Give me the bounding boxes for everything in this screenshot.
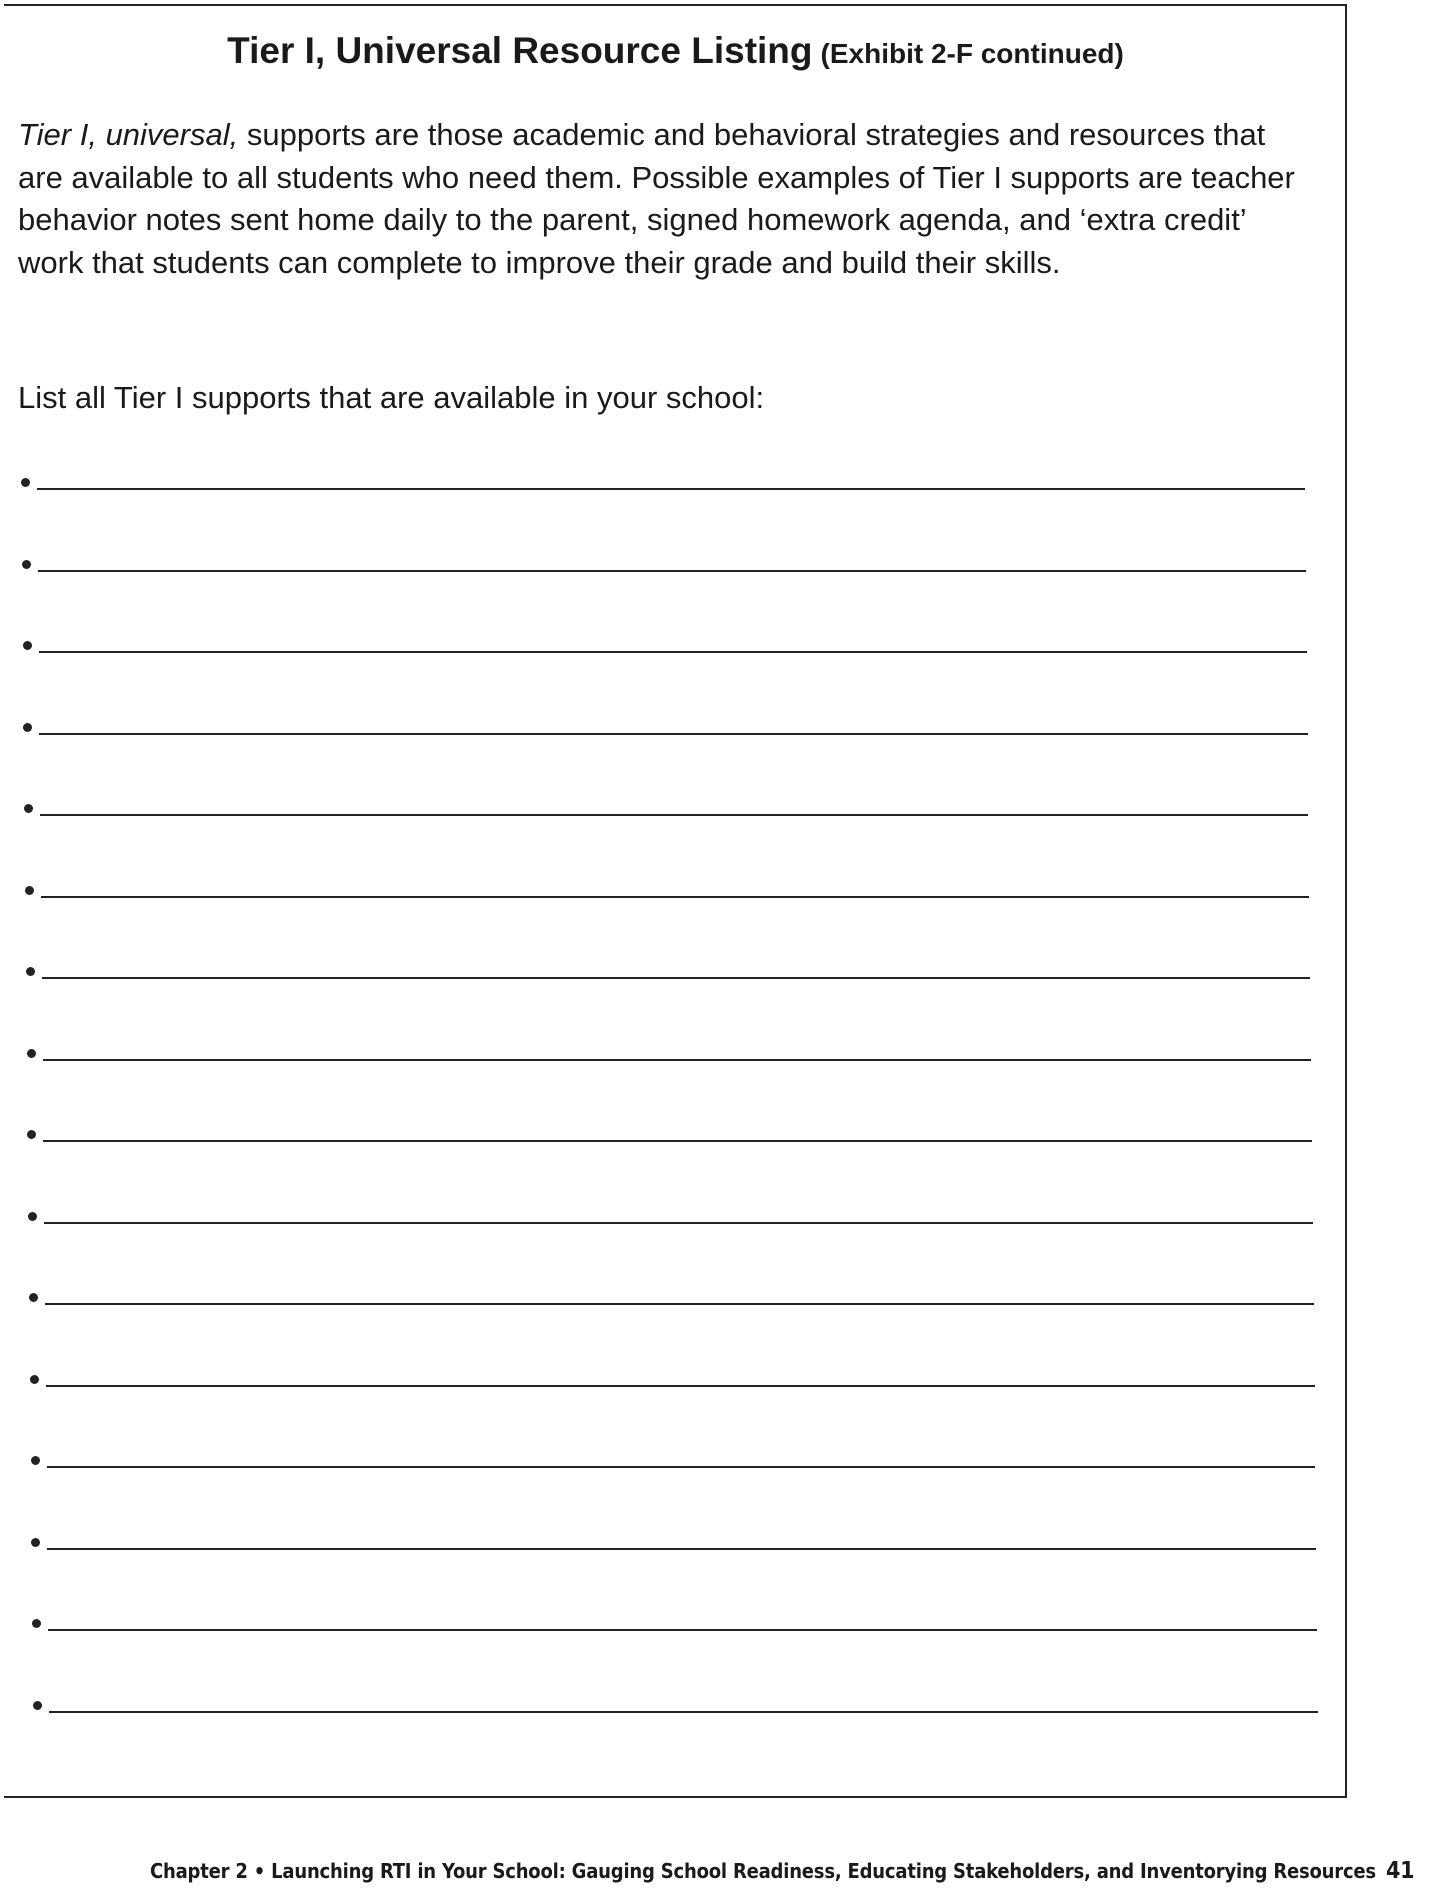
bullet-icon [27, 1049, 36, 1058]
bullet-icon [33, 1701, 42, 1710]
answer-line[interactable] [32, 1615, 1317, 1635]
answer-rule [40, 814, 1308, 816]
answer-line[interactable] [29, 1289, 1314, 1309]
answer-rule [46, 1385, 1315, 1387]
bullet-icon [26, 967, 35, 976]
bullet-icon [32, 1619, 41, 1628]
answer-rule [42, 977, 1310, 979]
list-prompt: List all Tier I supports that are available in your school: [18, 380, 765, 415]
bullet-icon [27, 1130, 36, 1139]
bullet-icon [25, 886, 34, 895]
answer-rule [39, 651, 1307, 653]
answer-line[interactable] [21, 474, 1305, 494]
bullet-icon [22, 560, 31, 569]
answer-rule [44, 1222, 1313, 1224]
answer-line[interactable] [30, 1371, 1315, 1391]
answer-line[interactable] [22, 556, 1306, 576]
answer-rule [45, 1303, 1314, 1305]
bullet-icon [31, 1456, 40, 1465]
answer-line[interactable] [28, 1208, 1313, 1228]
bullet-icon [24, 804, 33, 813]
answer-rule [39, 733, 1307, 735]
intro-body: supports are those academic and behavioral strategies and resources that are available to all students who need them. Possible examples of Tier I supports are teacher behavior notes sent home daily to the parent, signed homework agenda, and ‘extra credit’ work that students can complete to improve their grade and build their skills. [18, 117, 1295, 280]
answer-rule [38, 570, 1306, 572]
answer-rule [43, 1140, 1312, 1142]
answer-rule [47, 1548, 1316, 1550]
bullet-icon [23, 641, 32, 650]
answer-rule [49, 1711, 1318, 1713]
answer-line[interactable] [25, 882, 1309, 902]
footer-chapter: Chapter 2 • Launching RTI in Your School: Gauging School Readiness, Educating Stakeholders, and Inventorying Resources [150, 1859, 1376, 1883]
answer-line[interactable] [27, 1045, 1311, 1065]
bullet-icon [31, 1538, 40, 1547]
answer-rule [43, 1059, 1311, 1061]
answer-rule [37, 488, 1305, 490]
intro-lead: Tier I, universal, [18, 117, 239, 152]
answer-line[interactable] [33, 1697, 1318, 1717]
answer-line[interactable] [27, 1126, 1312, 1146]
page-number: 41 [1385, 1858, 1415, 1884]
worksheet-frame [4, 4, 1347, 1798]
bullet-icon [29, 1293, 38, 1302]
answer-line[interactable] [26, 963, 1310, 983]
answer-rule [41, 896, 1309, 898]
blank-lines-list [4, 6, 1347, 1800]
answer-rule [48, 1629, 1317, 1631]
title-subtitle: (Exhibit 2-F continued) [820, 38, 1124, 69]
answer-line[interactable] [23, 719, 1307, 739]
bullet-icon [23, 723, 32, 732]
bullet-icon [28, 1212, 37, 1221]
answer-line[interactable] [31, 1452, 1316, 1472]
answer-rule [47, 1466, 1316, 1468]
answer-line[interactable] [31, 1534, 1316, 1554]
page-footer [150, 1858, 1414, 1884]
title-main: Tier I, Universal Resource Listing [227, 30, 813, 71]
answer-line[interactable] [23, 637, 1307, 657]
bullet-icon [21, 478, 30, 487]
answer-line[interactable] [24, 800, 1308, 820]
bullet-icon [30, 1375, 39, 1384]
